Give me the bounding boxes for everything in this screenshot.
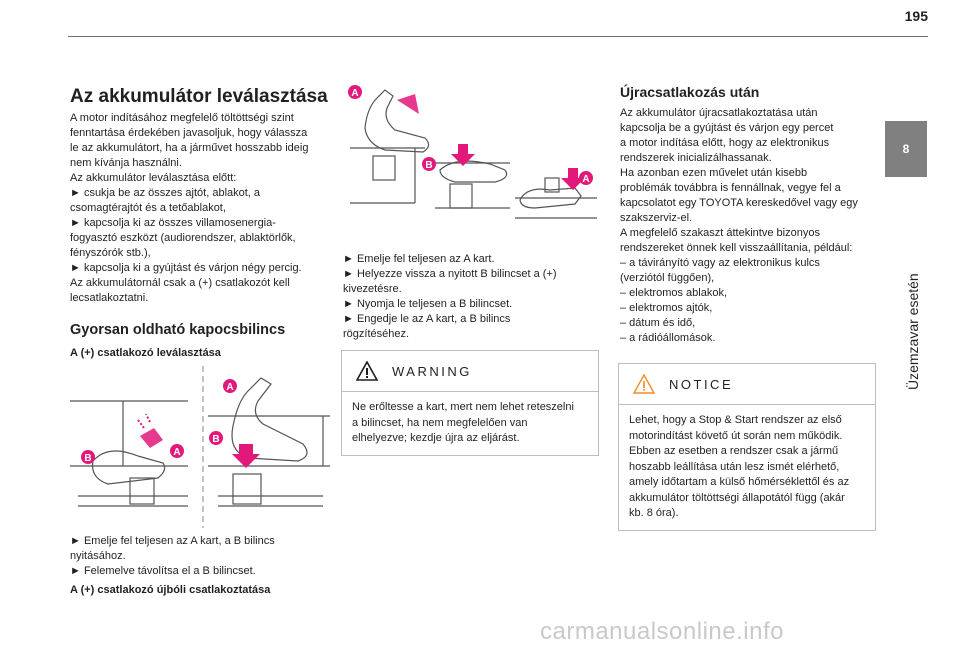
notice-text: Lehet, hogy a Stop & Start rendszer az első motorindítást követő út során nem működik. Ebben az esetben a rendszer csak a jármű hoszabb leállítása után lesz ismét elérhető, amely időtartam a külső hőmérséklettől és az akkumulátor töltöttségi állapotától függ (akár kb. 8 óra). <box>629 414 850 519</box>
reconnect-heading: A (+) csatlakozó újbóli csatlakoztatása <box>70 584 271 596</box>
svg-text:B: B <box>84 453 92 464</box>
warning-triangle-icon <box>356 361 378 381</box>
intro-text: A motor indításához megfelelő töltöttségi szint fenntartása érdekében javasoljuk, hogy válassza le az akkumulátort, ha a járművet hosszabb ideig nem kívánja használni. Az akkumulátor leválasztása előtt: ► csukja be az összes ajtót, ablakot, a csomagtérajtót és a tetőablakot, ► kapcsolja ki az összes villamosenergia- fogyasztó eszközt (audiorendszer, ablaktörlők, fényszórók stb.), ► kapcsolja ki a gyújtást és várjon négy percig. Az akkumulátornál csak a (+) csatlakozót kell lecsatlakoztatni. <box>70 112 309 304</box>
chapter-number-tab: 8 <box>885 121 927 177</box>
page-number: 195 <box>904 8 928 24</box>
svg-text:A: A <box>582 174 590 185</box>
svg-text:B: B <box>425 160 433 171</box>
chapter-title: Üzemzavar esetén <box>905 273 921 390</box>
warning-title: WARNING <box>392 363 472 379</box>
section-title: Az akkumulátor leválasztása <box>70 86 328 107</box>
svg-text:A: A <box>351 88 359 99</box>
notice-box <box>618 363 876 531</box>
notice-triangle-icon <box>633 374 655 394</box>
warning-box <box>341 350 599 456</box>
svg-text:A: A <box>226 382 234 393</box>
reconnection-text: Az akkumulátor újracsatlakoztatása után kapcsolja be a gyújtást és várjon egy percet a motor indítása előtt, hogy az elektronikus rendszerek inicializálhassanak. Ha azonban ezen művelet után kisebb problémák továbbra is fennállnak, vegye fel a kapcsolatot egy TOYOTA kereskedővel vagy egy szakszerviz-el. A megfelelő szakaszt áttekintve bizonyos rendszereket önnek kell visszaállítania, például: – a távirányító vagy az elektronikus kulcs (verziótól függően), – elektromos ablakok, – elektromos ajtók, – dátum és idő, – a rádióállomások. <box>620 107 858 344</box>
disconnect-heading: A (+) csatlakozó leválasztása <box>70 347 221 359</box>
notice-title: NOTICE <box>669 376 734 392</box>
svg-text:B: B <box>212 434 220 445</box>
warning-text: Ne erőltesse a kart, mert nem lehet reteszelni a bilincset, ha nem megfelelően van elhelyezve; kezdje újra az eljárást. <box>352 401 574 444</box>
subsection-title: Gyorsan oldható kapocsbilincs <box>70 322 286 338</box>
reconnect-illustration <box>345 78 597 238</box>
header-rule <box>68 36 928 37</box>
svg-text:A: A <box>173 447 181 458</box>
disconnect-illustration <box>68 366 330 528</box>
disconnect-steps: ► Emelje fel teljesen az A kart, a B bilincs nyitásához. ► Felemelve távolítsa el a B bilincset. <box>70 535 275 577</box>
reconnection-title: Újracsatlakozás után <box>620 84 760 100</box>
watermark: carmanualsonline.info <box>540 618 784 645</box>
reconnect-steps: ► Emelje fel teljesen az A kart. ► Helyezze vissza a nyitott B bilincset a (+) kivezetésre. ► Nyomja le teljesen a B bilincset. ► Engedje le az A kart, a B bilincs rögzítéséhez. <box>343 253 557 340</box>
